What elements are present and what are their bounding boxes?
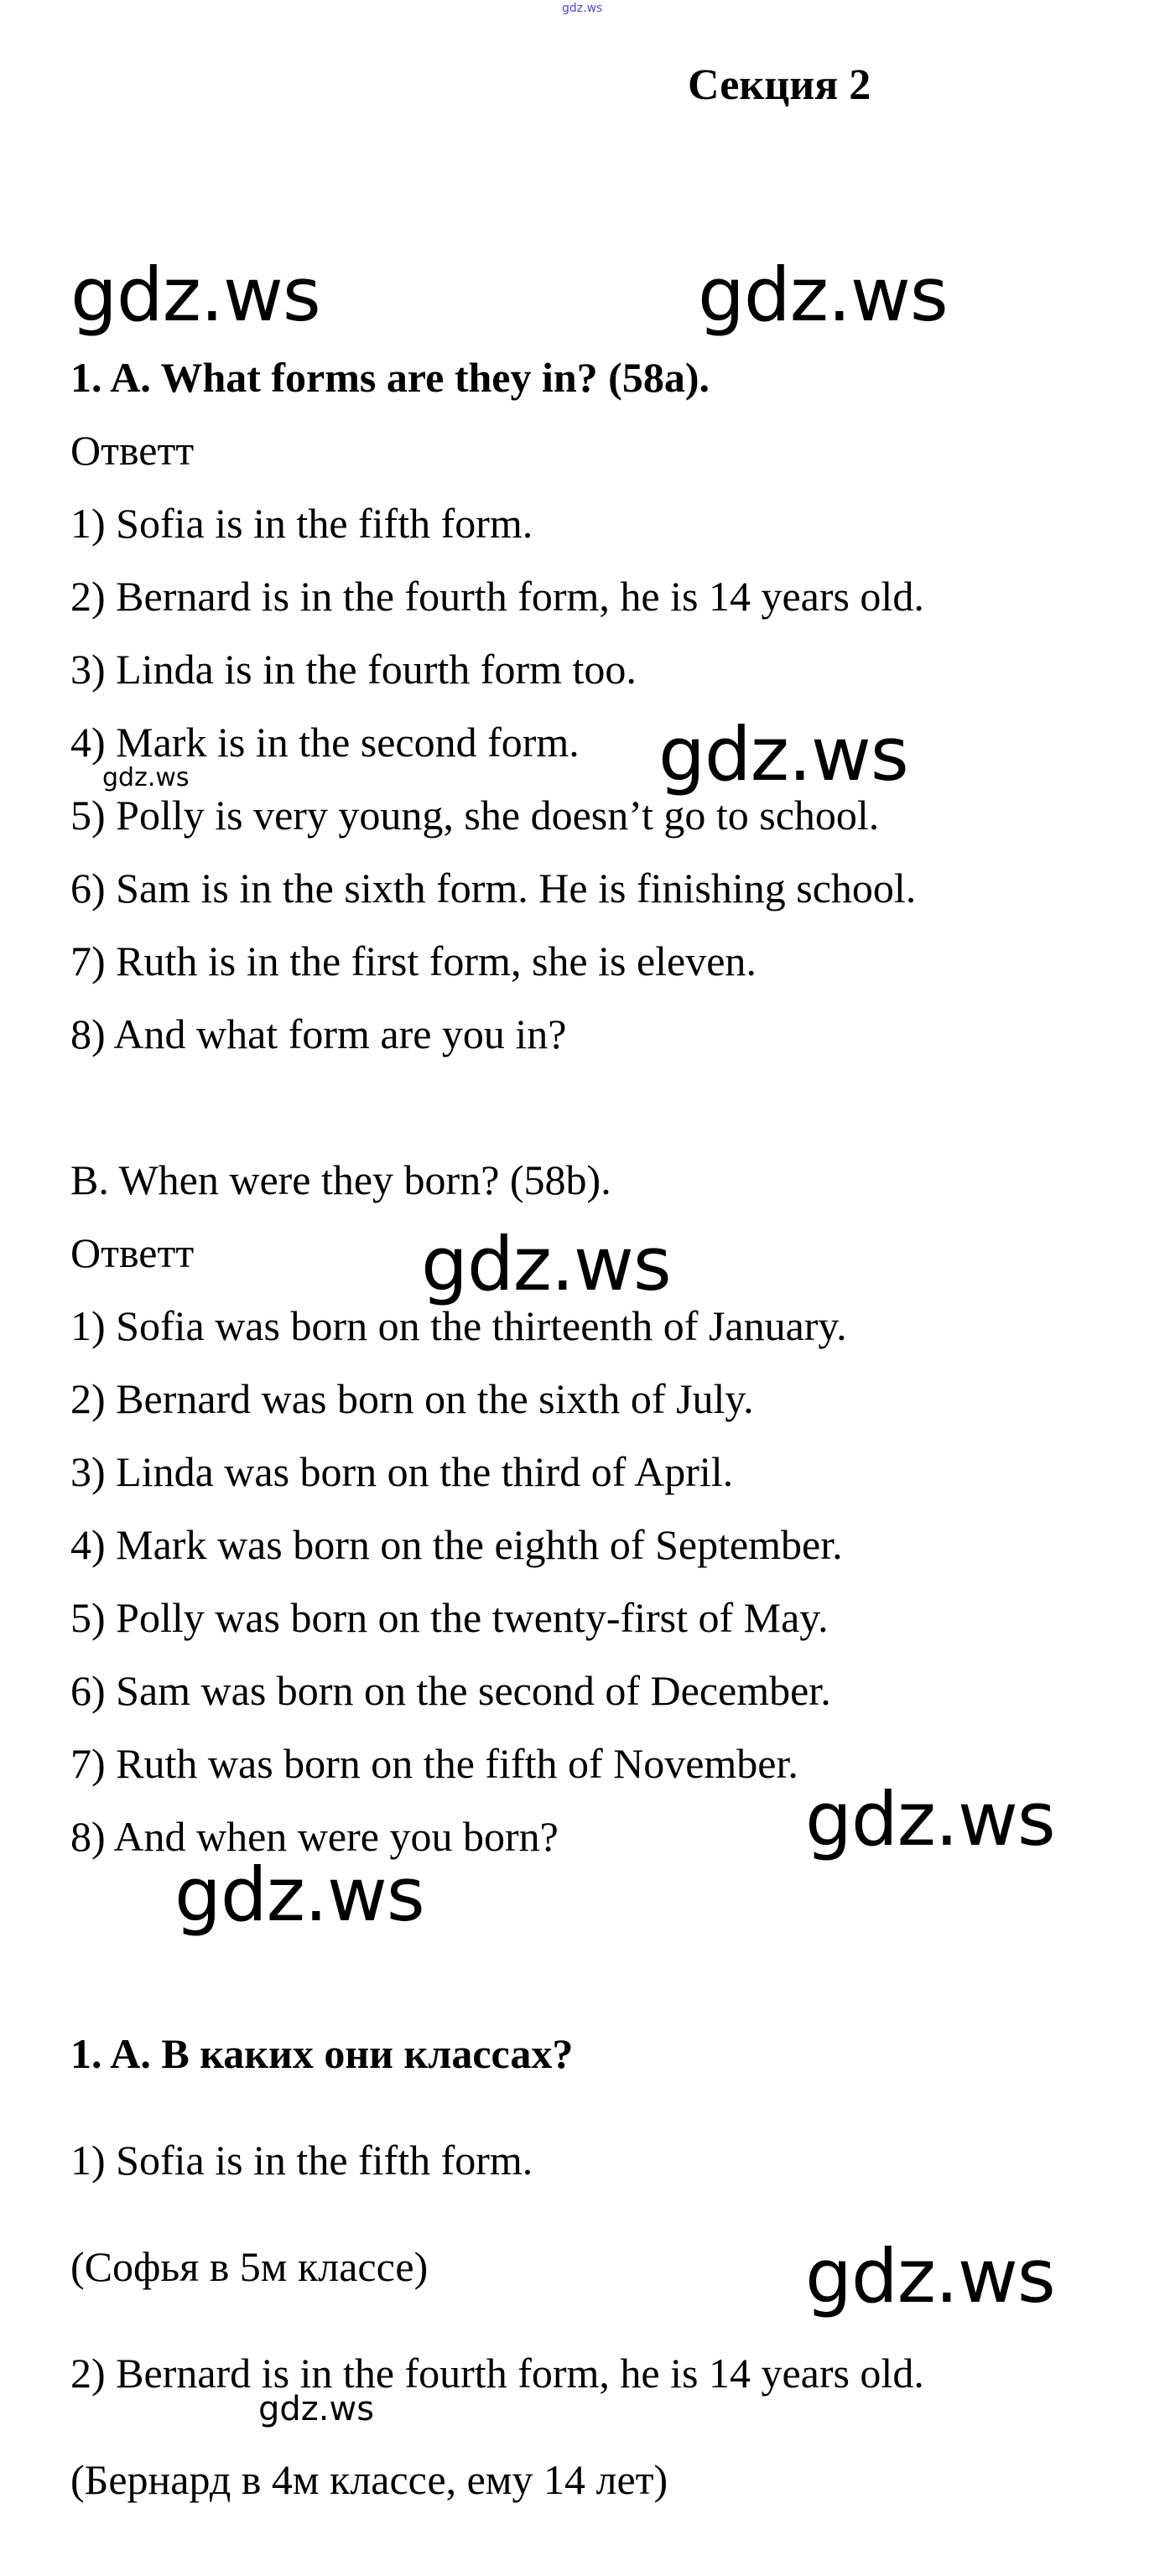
watermark: gdz.ws xyxy=(658,711,908,797)
watermark: gdz.ws xyxy=(805,2233,1055,2319)
section-title: Секция 2 xyxy=(688,61,871,109)
translation-ru: (Софья в 5м классе) xyxy=(70,2243,429,2290)
list-item: 7) Ruth is in the first form, she is eleven. xyxy=(70,937,757,984)
watermark: gdz.ws xyxy=(70,252,320,338)
list-item: 8) And what form are you in? xyxy=(70,1010,567,1057)
translation-en: 2) Bernard is in the fourth form, he is 14 years old. xyxy=(70,2350,924,2397)
part-b-answer-label: Ответт xyxy=(70,1229,195,1276)
top-watermark: gdz.ws xyxy=(562,2,603,15)
translation-en: 1) Sofia is in the fifth form. xyxy=(70,2137,533,2184)
watermark: gdz.ws xyxy=(698,252,948,338)
list-item: 3) Linda is in the fourth form too. xyxy=(70,646,637,693)
watermark: gdz.ws xyxy=(421,1221,671,1307)
list-item: 1) Sofia is in the fifth form. xyxy=(70,500,533,547)
part-a-answer-label: Ответт xyxy=(70,427,195,474)
watermark: gdz.ws xyxy=(805,1776,1055,1862)
watermark: gdz.ws xyxy=(174,1852,424,1938)
watermark: gdz.ws xyxy=(258,2390,375,2428)
part-b-heading: B. When were they born? (58b). xyxy=(70,1156,611,1203)
translation-heading: 1. A. В каких они классах? xyxy=(70,2030,574,2077)
watermark: gdz.ws xyxy=(102,763,190,792)
list-item: 2) Bernard is in the fourth form, he is 14 years old. xyxy=(70,573,924,620)
list-item: 1) Sofia was born on the thirteenth of January. xyxy=(70,1302,847,1349)
list-item: 7) Ruth was born on the fifth of November. xyxy=(70,1740,798,1787)
list-item: 6) Sam is in the sixth form. He is finishing school. xyxy=(70,865,917,911)
list-item: 2) Bernard was born on the sixth of July. xyxy=(70,1375,754,1422)
list-item: 6) Sam was born on the second of December. xyxy=(70,1667,831,1714)
list-item: 4) Mark was born on the eighth of September. xyxy=(70,1521,843,1568)
translation-ru: (Бернард в 4м классе, ему 14 лет) xyxy=(70,2456,668,2503)
part-a-heading: 1. A. What forms are they in? (58a). xyxy=(70,354,710,401)
list-item: 3) Linda was born on the third of April. xyxy=(70,1448,734,1495)
list-item: 5) Polly is very young, she doesn’t go to school. xyxy=(70,792,880,839)
list-item: 4) Mark is in the second form. xyxy=(70,719,580,766)
list-item: 8) And when were you born? xyxy=(70,1813,559,1860)
list-item: 5) Polly was born on the twenty-first of May. xyxy=(70,1594,829,1641)
